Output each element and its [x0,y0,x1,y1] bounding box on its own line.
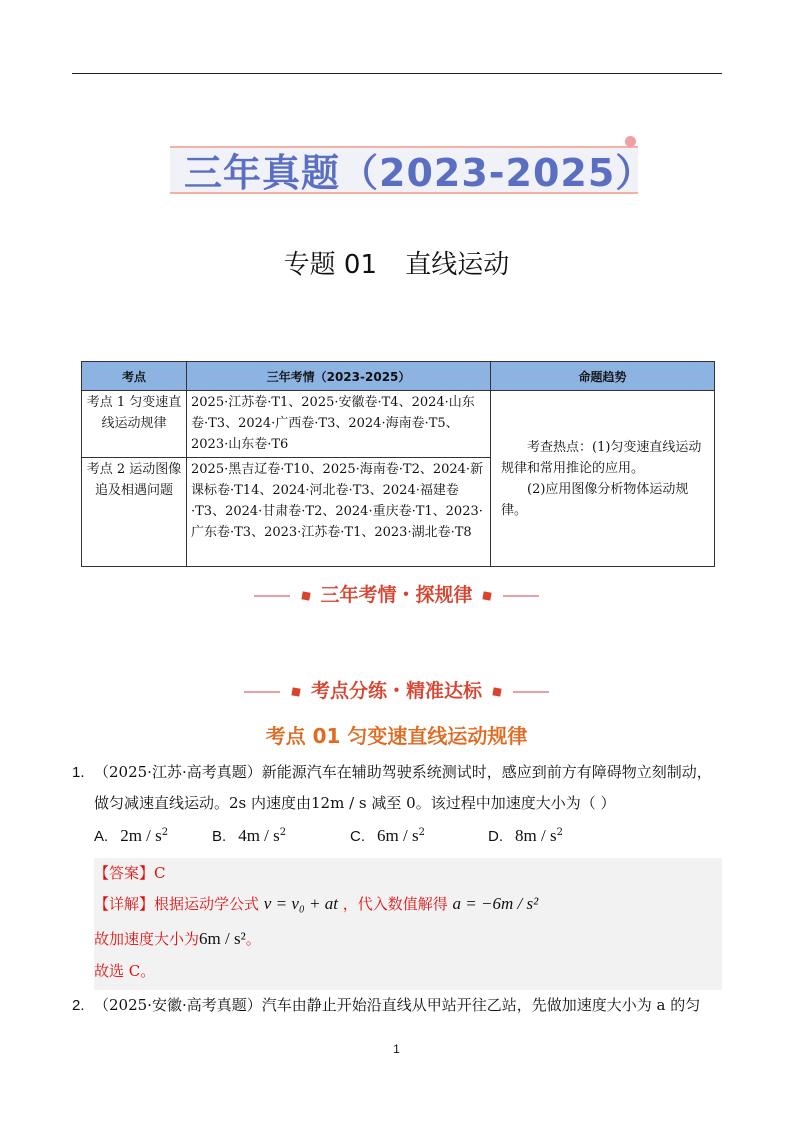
divider-line [513,691,549,693]
question-number: 1. [72,764,85,781]
years-cell: 2025·江苏卷·T1、2025·安徽卷·T4、2024·山东卷·T3、2024·广西卷·T3、2024·海南卷·T5、2023·山东卷·T6 [187,391,491,458]
option-value: 2m / s [120,826,162,845]
page-number: 1 [393,1042,400,1056]
header-kaodian: 考点 [82,362,187,391]
title-name: 直线运动 [405,250,510,280]
diamond-icon [482,591,491,600]
option-c[interactable] [350,826,425,846]
divider-line [254,595,290,597]
option-label: A. [94,828,109,845]
banner [166,140,655,195]
option-label: D. [488,828,503,845]
kaodian-cell: 考点 1 匀变速直线运动规律 [82,391,187,458]
option-b[interactable] [212,826,286,846]
page-title [0,244,793,281]
acc-text: 故加速度大小为 [94,930,200,948]
option-sup: 2 [556,827,563,838]
banner-title: 三年真题（2023-2025） [184,151,655,195]
question-text-line-1: （2025·安徽·高考真题）汽车由静止开始沿直线从甲站开往乙站，先做加速度大小为 a 的匀 [94,996,701,1014]
acc-end: 。 [245,930,261,948]
question-1 [72,757,727,818]
section-heading-practice [0,676,793,703]
question-text-line-2: 做匀减速直线运动。2s 内速度由12m / s 减至 0。该过程中加速度大小为（ ） [94,794,616,812]
header-rule [72,73,722,74]
question-text-line-1: （2025·江苏·高考真题）新能源汽车在辅助驾驶系统测试时，感应到前方有障碍物立刻制动， [94,763,712,781]
diamond-icon [492,687,501,696]
trend-line-1: 考查热点：(1)匀变速直线运动规律和常用推论的应用。 [501,439,702,476]
option-sup: 2 [161,827,169,838]
kaodian-title: 考点 01 匀变速直线运动规律 [265,724,528,748]
question-2 [72,990,727,1021]
banner-dot-icon [625,136,636,147]
option-d[interactable] [488,826,563,846]
detail-line [94,893,538,914]
section-heading-text: 考点分练・精准达标 [310,680,482,702]
header-trend: 命题趋势 [491,362,715,391]
header-years: 三年考情（2023-2025） [187,362,491,391]
detail-label: 【详解】根据运动学公式 [94,895,260,913]
diamond-icon [292,687,301,696]
detail-mid: ，代入数值解得 [342,895,448,913]
formula-result: a = −6m / s² [452,894,539,913]
answer-box [94,858,722,990]
exam-summary-table [81,361,715,567]
trend-line-2: (2)应用图像分析物体运动规律。 [501,481,689,518]
option-sup: 2 [279,827,287,838]
choose-line: 故选 C。 [94,962,156,980]
option-a[interactable] [94,826,168,846]
acceleration-line [94,928,261,949]
title-prefix: 专题 01 [283,250,378,280]
option-sup: 2 [418,827,425,838]
section-heading-trends [0,580,793,607]
divider-line [244,691,280,693]
table-header-row [82,362,715,391]
question-number: 2. [72,997,85,1014]
answer-line: 【答案】C [94,864,166,882]
years-cell: 2025·黑吉辽卷·T10、2025·海南卷·T2、2024·新课标卷·T14、2024·河北卷·T3、2024·福建卷·T3、2024·甘肃卷·T2、2024·重庆卷·T1、2023·广东卷·T3、2023·江苏卷·T1、2023·湖北卷·T8 [187,458,491,567]
formula-kinematics: v = v₀ + at [263,894,338,913]
divider-line [503,595,539,597]
option-label: C. [350,828,365,845]
section-heading-text: 三年考情・探规律 [320,584,473,606]
option-value: 8m / s [515,826,557,845]
table-row [82,391,715,458]
option-value: 6m / s [377,826,419,845]
option-value: 4m / s [238,826,280,845]
acc-value: 6m / s² [199,929,246,948]
trend-cell [491,391,715,567]
diamond-icon [301,591,310,600]
option-label: B. [212,828,227,845]
kaodian-cell: 考点 2 运动图像 追及相遇问题 [82,458,187,567]
